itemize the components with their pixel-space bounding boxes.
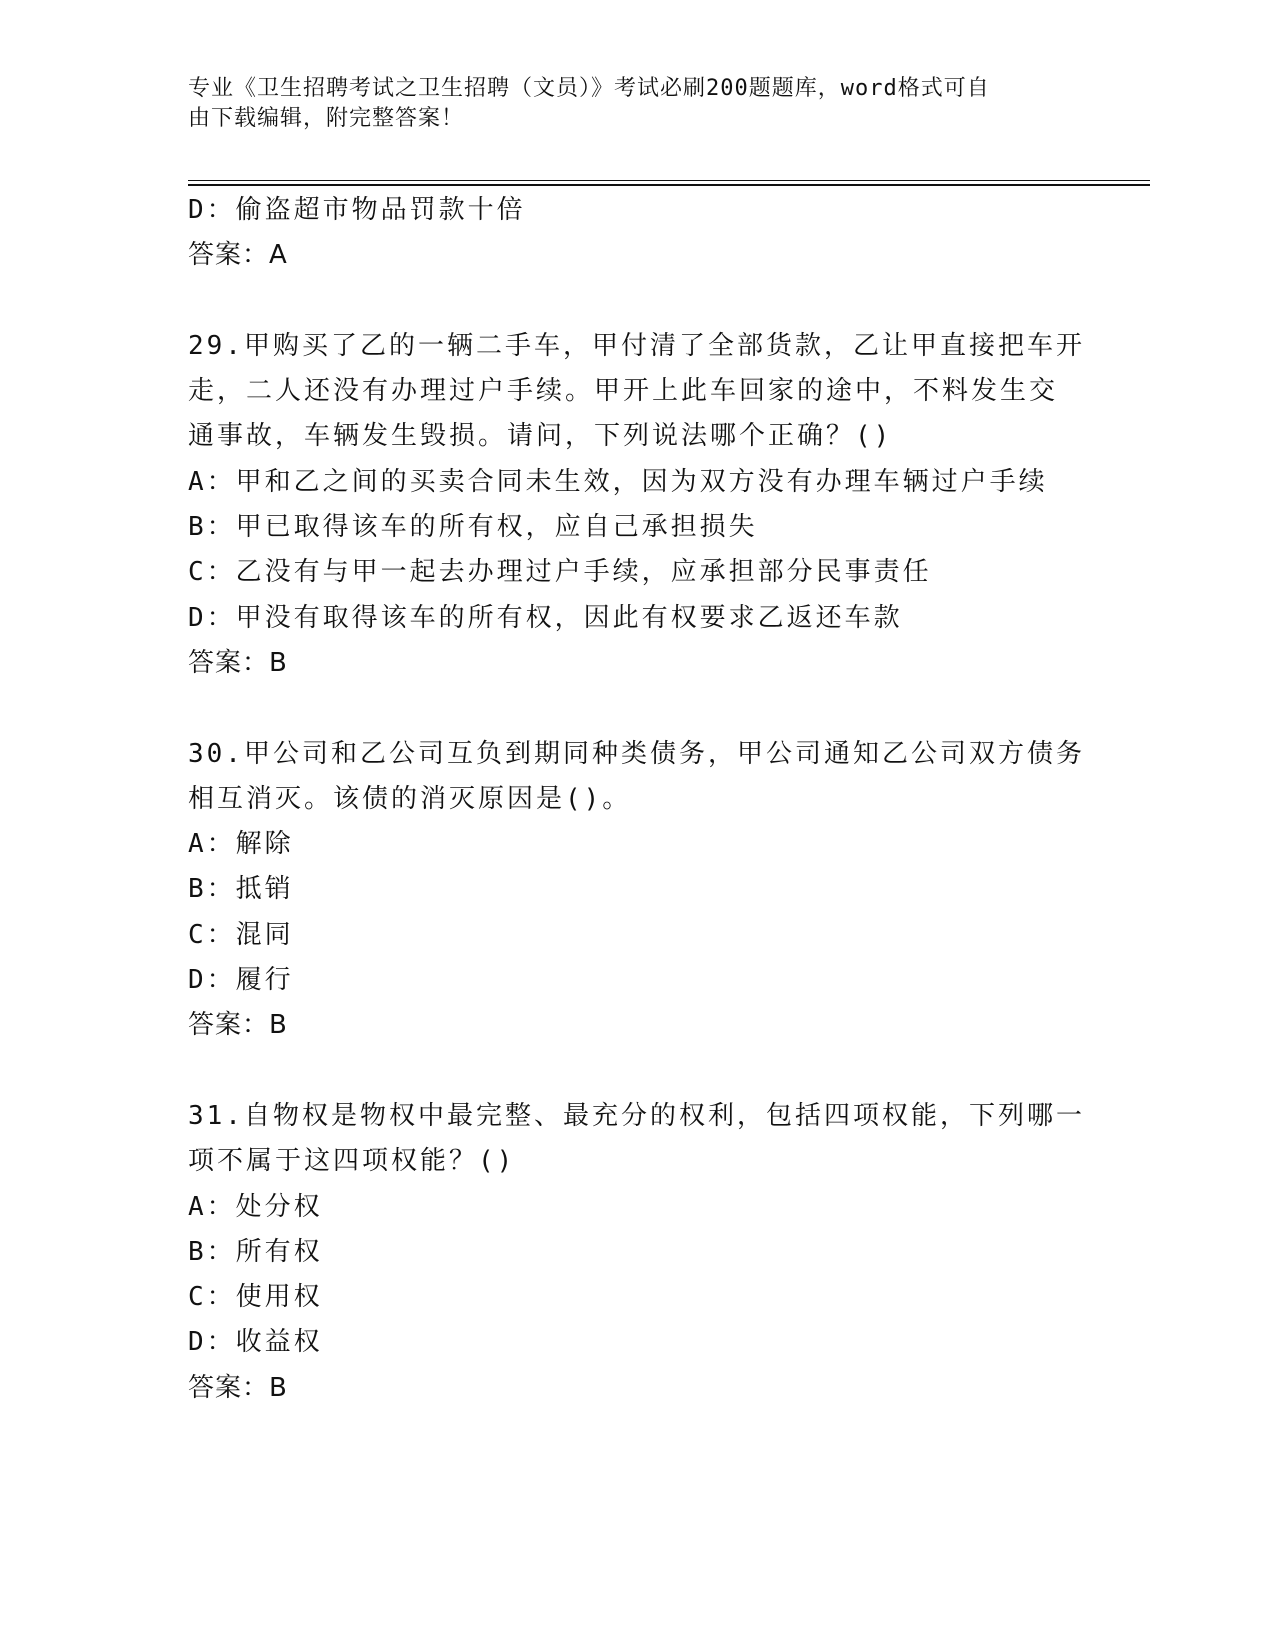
header-rule-thick: [188, 184, 1150, 186]
spacer: [188, 686, 1088, 731]
header-line-1: 专业《卫生招聘考试之卫生招聘（文员）》考试必刷200题题库，word格式可自: [188, 76, 990, 101]
question-31: [188, 1094, 1088, 1411]
option-c: C：乙没有与甲一起去办理过户手续，应承担部分民事责任: [188, 557, 932, 588]
question-list: [188, 188, 1088, 1411]
question-stem-line: 走，二人还没有办理过户手续。甲开上此车回家的途中，不料发生交: [188, 376, 1059, 407]
header-line-2: 由下载编辑，附完整答案！: [188, 106, 465, 131]
document-header: [188, 74, 1068, 134]
answer-line: 答案：A: [188, 240, 288, 271]
previous-question-tail: [188, 188, 1088, 279]
question-stem-line: 通事故，车辆发生毁损。请问，下列说法哪个正确？(): [188, 421, 893, 452]
option-c: C：混同: [188, 919, 294, 950]
option-d: D：偷盗超市物品罚款十倍: [188, 195, 526, 225]
answer-line: 答案：B: [188, 647, 288, 678]
question-29: [188, 324, 1088, 686]
question-stem-line: 项不属于这四项权能？(): [188, 1146, 516, 1177]
option-a: A：甲和乙之间的买卖合同未生效，因为双方没有办理车辆过户手续: [188, 466, 1048, 497]
question-30: [188, 732, 1088, 1049]
option-a: A：解除: [188, 829, 294, 860]
option-b: B：抵销: [188, 874, 294, 905]
option-d: D：履行: [188, 965, 294, 996]
option-c: C：使用权: [188, 1282, 323, 1313]
header-rule-thin: [188, 180, 1150, 181]
option-b: B：所有权: [188, 1236, 323, 1267]
question-stem-line: 30.甲公司和乙公司互负到期同种类债务，甲公司通知乙公司双方债务: [188, 738, 1085, 769]
option-d: D：甲没有取得该车的所有权，因此有权要求乙返还车款: [188, 602, 903, 633]
option-a: A：处分权: [188, 1191, 323, 1222]
answer-line: 答案：B: [188, 1372, 288, 1403]
option-d: D：收益权: [188, 1327, 323, 1358]
spacer: [188, 279, 1088, 324]
question-stem-line: 相互消灭。该债的消灭原因是()。: [188, 783, 632, 814]
question-stem-line: 31.自物权是物权中最完整、最充分的权利，包括四项权能，下列哪一: [188, 1100, 1085, 1131]
question-stem-line: 29.甲购买了乙的一辆二手车，甲付清了全部货款，乙让甲直接把车开: [188, 330, 1085, 361]
spacer: [188, 1049, 1088, 1094]
answer-line: 答案：B: [188, 1010, 288, 1041]
option-b: B：甲已取得该车的所有权，应自己承担损失: [188, 512, 758, 543]
